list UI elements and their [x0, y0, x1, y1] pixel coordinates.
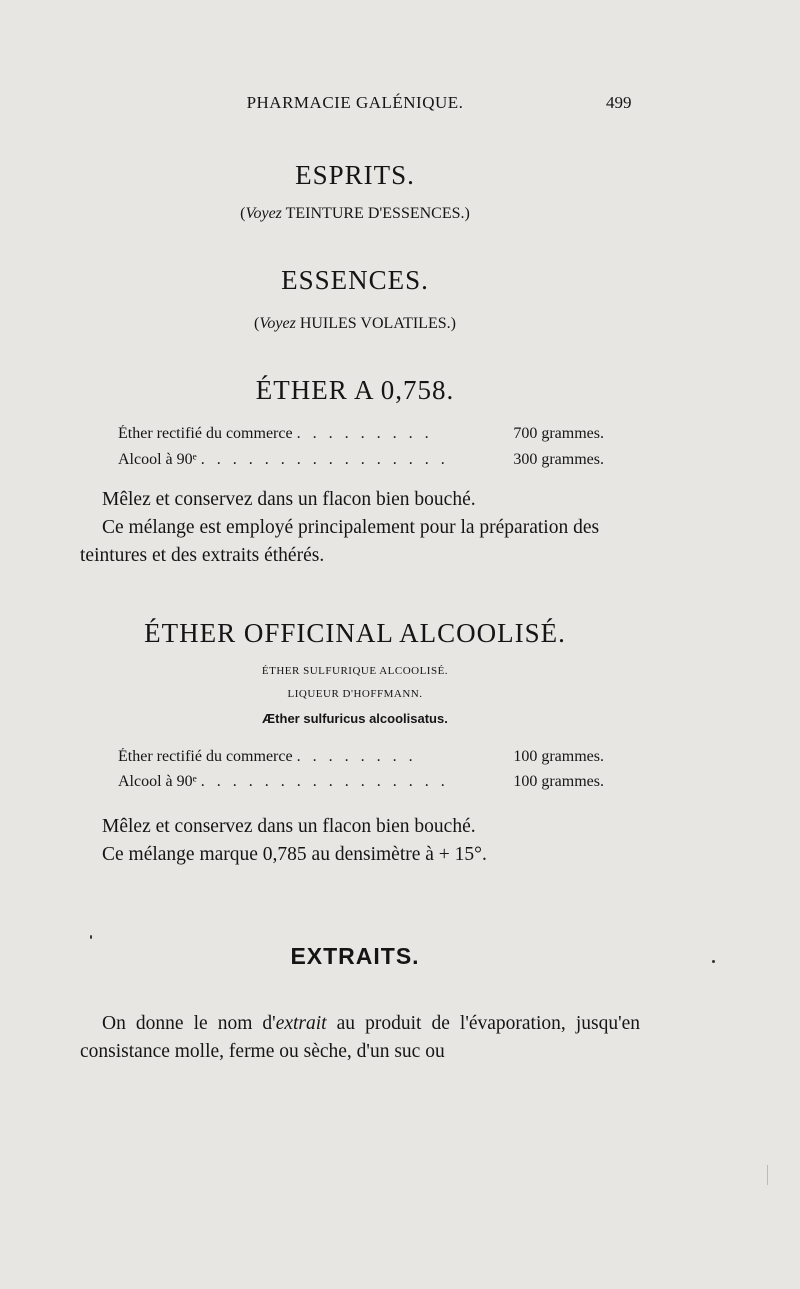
- section-title-ether-officinal: ÉTHER OFFICINAL ALCOOLISÉ.: [144, 618, 566, 648]
- ingredient: Alcool à 90ᵉ: [118, 451, 197, 468]
- section-title-essences: ESSENCES.: [281, 265, 429, 295]
- recipe-line: [118, 425, 604, 443]
- quantity: 100 grammes.: [513, 748, 604, 765]
- ingredient: Éther rectifié du commerce: [118, 425, 293, 442]
- ingredient: Alcool à 90ᵉ: [118, 773, 197, 790]
- synonym: LIQUEUR D'HOFFMANN.: [287, 688, 423, 700]
- latin-name: Æther sulfuricus alcoolisatus.: [262, 711, 448, 726]
- recipe-line: [118, 773, 604, 791]
- running-title: PHARMACIE GALÉNIQUE.: [246, 93, 464, 112]
- paragraph-ether-0758: [80, 486, 640, 570]
- leader-dots: . . . . . . . . .: [296, 425, 433, 442]
- see-word: Voyez: [259, 315, 296, 332]
- synonym: ÉTHER SULFURIQUE ALCOOLISÉ.: [261, 665, 449, 677]
- see-reference-essences: (Voyez HUILES VOLATILES.): [254, 315, 456, 332]
- recipe-line: [118, 451, 604, 469]
- quantity: 100 grammes.: [513, 773, 604, 790]
- recipe-line: [118, 748, 604, 766]
- section-title-esprits: ESPRITS.: [295, 160, 415, 190]
- see-target: TEINTURE D'ESSENCES.: [285, 205, 465, 222]
- ingredient: Éther rectifié du commerce: [118, 748, 293, 765]
- paragraph-line: On donne le nom d'extrait au produit de l'évaporation, jusqu'en consistance molle, ferme ou sèche, d'un suc ou: [80, 1013, 640, 1062]
- quantity: 700 grammes.: [513, 425, 604, 442]
- quantity: 300 grammes.: [513, 451, 604, 468]
- leader-dots: . . . . . . . .: [296, 748, 417, 765]
- ink-speck: [767, 1165, 768, 1185]
- paragraph-line: Ce mélange est employé principalement pour la préparation des teintures et des extraits éthérés.: [80, 517, 600, 566]
- ink-speck: [712, 960, 715, 963]
- see-word: Voyez: [245, 205, 282, 222]
- see-target: HUILES VOLATILES.: [299, 315, 451, 332]
- leader-dots: . . . . . . . . . . . . . . . .: [200, 773, 449, 790]
- ink-speck: [90, 935, 92, 939]
- paragraph-extraits: [80, 1010, 640, 1066]
- paragraph-line: Ce mélange marque 0,785 au densimètre à + 15°.: [102, 844, 487, 865]
- section-title-ether-0758: ÉTHER A 0,758.: [255, 375, 455, 405]
- italic-term: extrait: [275, 1013, 327, 1034]
- paragraph-line: Mêlez et conservez dans un flacon bien bouché.: [102, 816, 476, 837]
- paragraph-ether-officinal: [80, 813, 640, 869]
- paragraph-line: Mêlez et conservez dans un flacon bien bouché.: [102, 489, 476, 510]
- section-title-extraits: EXTRAITS.: [290, 943, 420, 969]
- see-reference-esprits: (Voyez TEINTURE D'ESSENCES.): [240, 205, 470, 222]
- leader-dots: . . . . . . . . . . . . . . . .: [200, 451, 449, 468]
- page-number: 499: [606, 93, 632, 112]
